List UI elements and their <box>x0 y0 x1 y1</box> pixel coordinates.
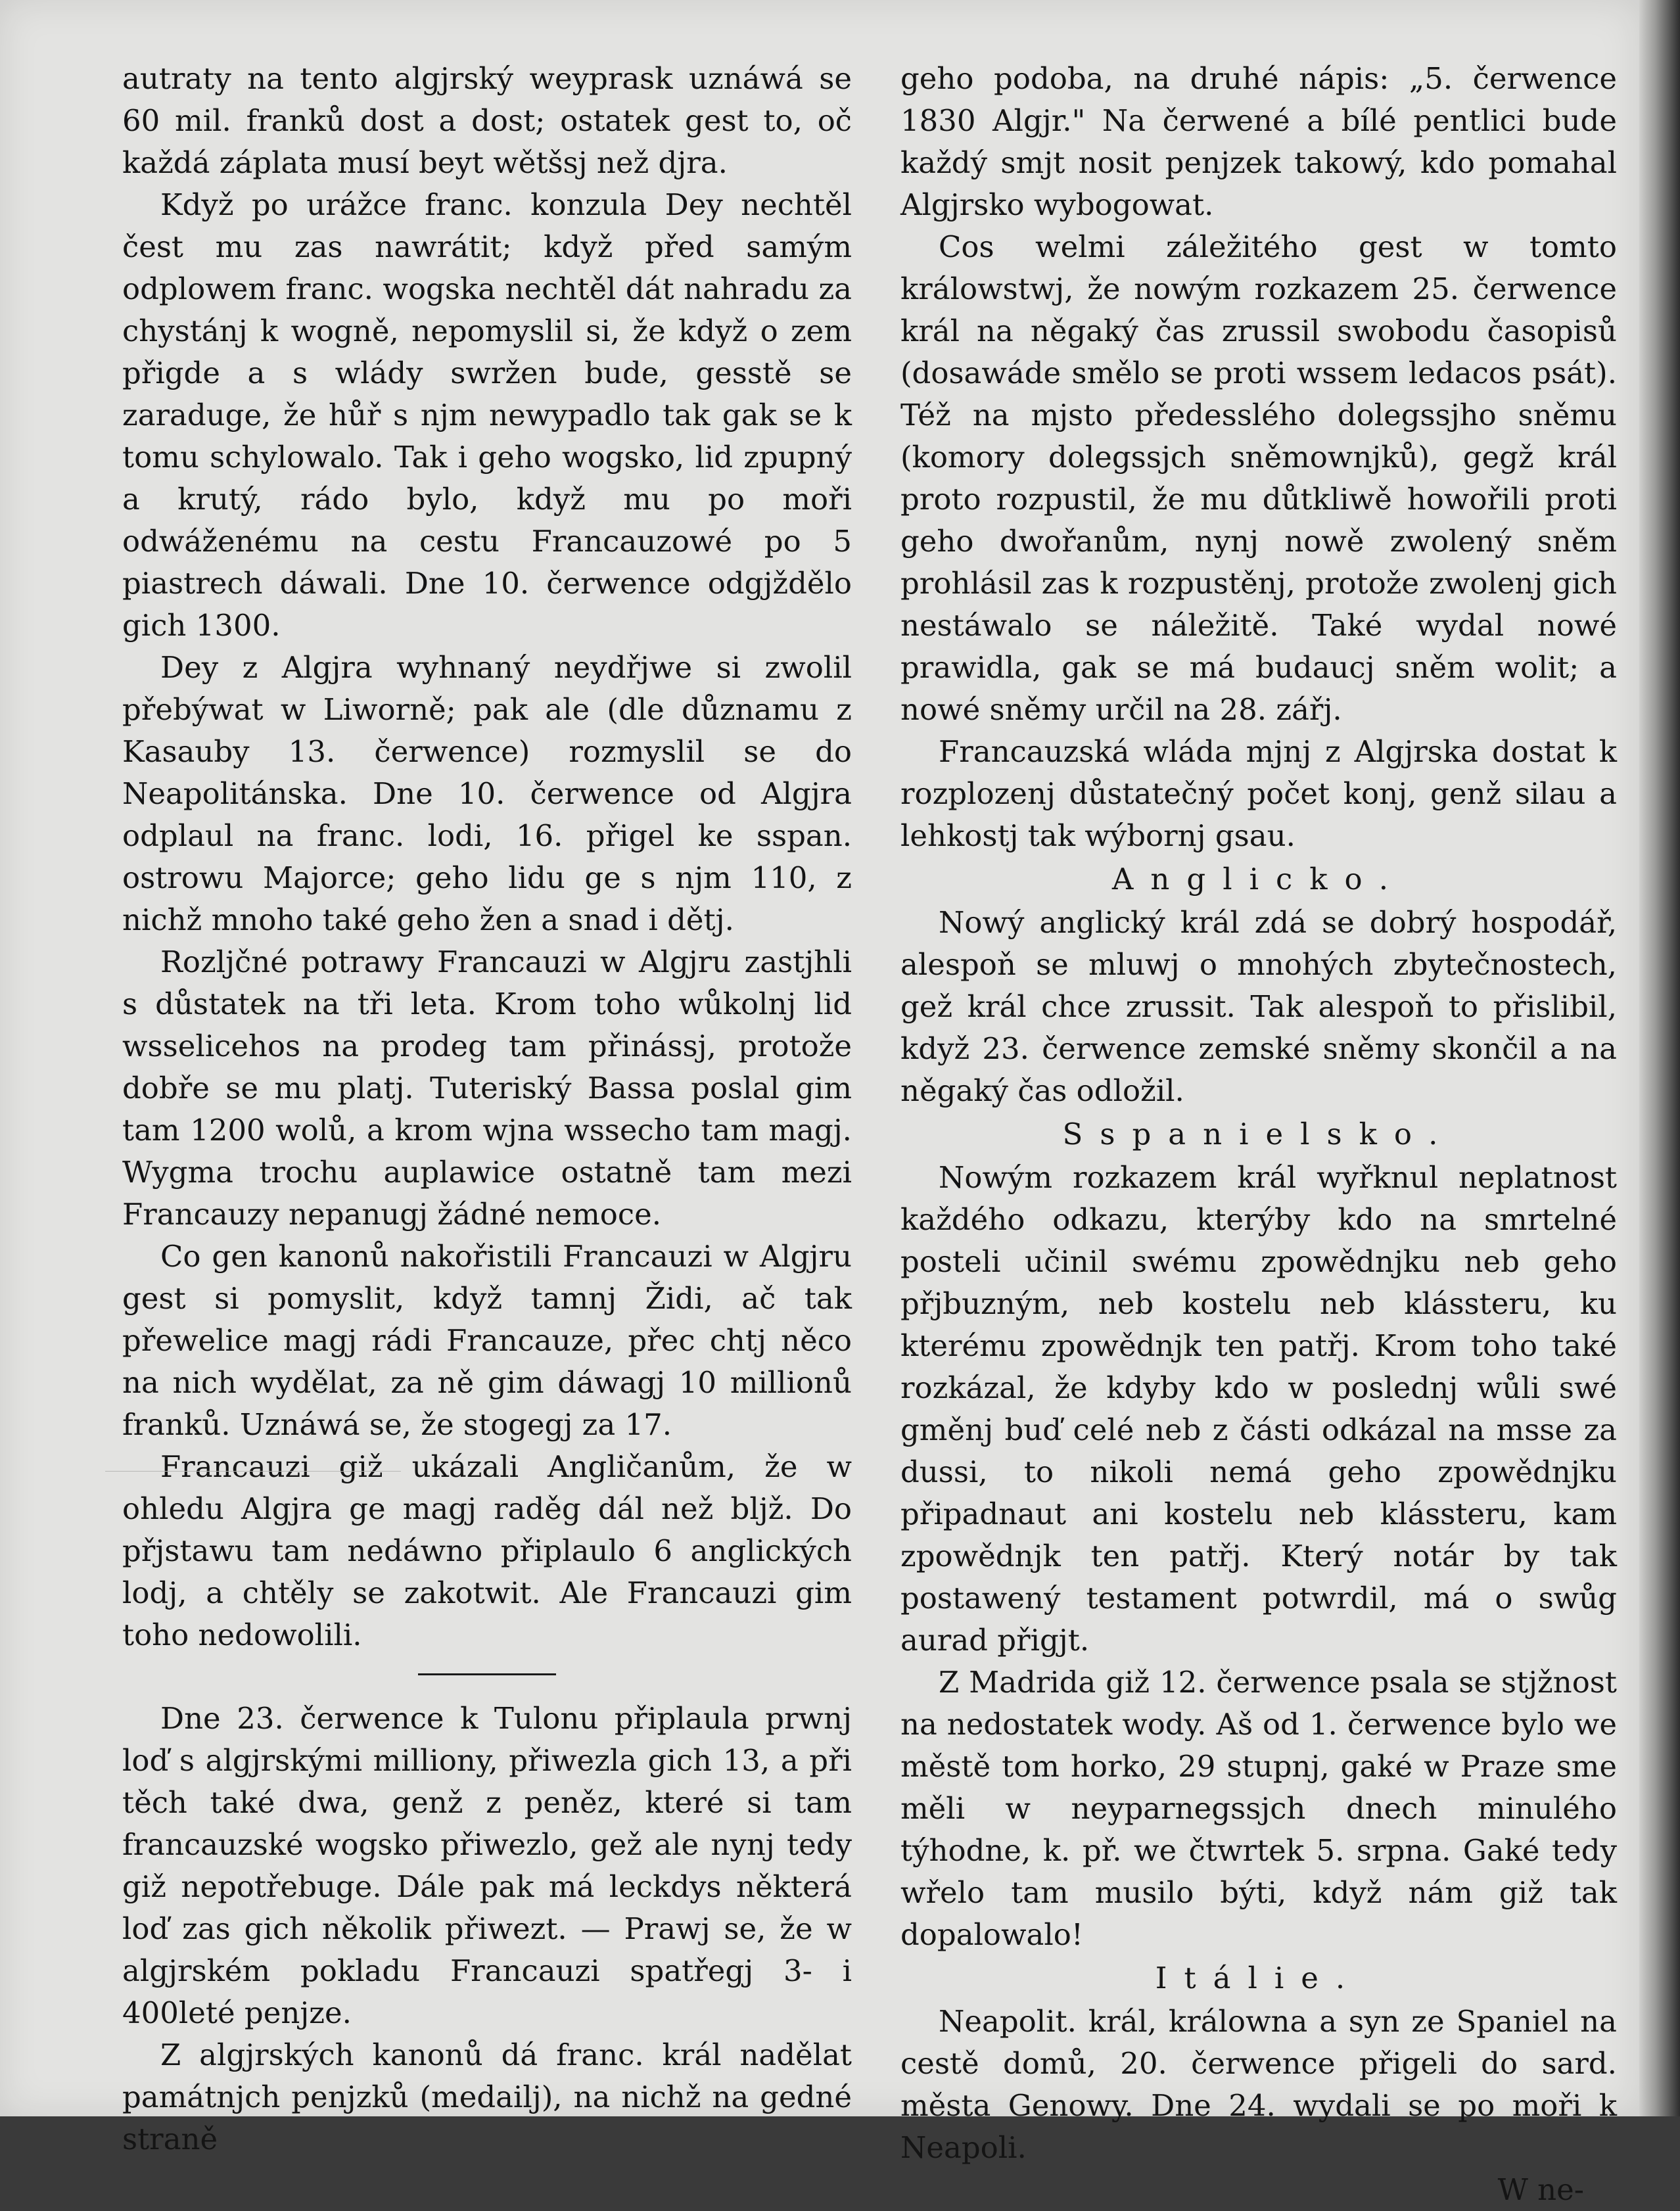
paragraph-dey-exile: Dey z Algjra wyhnaný neydřjwe si zwolil přebýwat w Liworně; pak ale (dle důznamu z Kasauby 13. čerwence) rozmyslil se do Neapolitánska. Dne 10. čerwence od Algjra odplaul na franc. lodi, 16. přigel ke sspan. ostrowu Majorce; geho lidu ge s njm 110, z nichž mnoho také geho žen a snad i dětj. <box>122 650 852 937</box>
catchword: W ne- <box>1497 2172 1584 2207</box>
heading-spanielsko: Sspanielsko. <box>1062 1117 1455 1152</box>
paragraph-provisions: Rozljčné potrawy Francauzi w Algjru zastjhli s důstatek na tři leta. Krom toho wůkolnj lid wsselicehos na prodeg tam přinássj, protože dobře se mu platj. Tuteriský Bassa poslal gim tam 1200 wolů, a krom wjna wssecho tam magj. Wygma trochu auplawice ostatně tam mezi Francauzy nepanugj žádné nemoce. <box>122 944 852 1232</box>
paragraph-spanish-decree: Nowým rozkazem král wyřknul neplatnost každého odkazu, kterýby kdo na smrtelné posteli učinil swému zpowědnjku neb geho přjbuzným, neb kostelu neb klássteru, ku kterému zpowědnjk ten patřj. Krom toho také rozkázal, že kdyby kdo w poslednj wůli swé gměnj buď celé neb z části odkázal na msse za dussi, to nikoli nemá geho zpowědnjku připadnaut ani kostelu neb klássteru, kam zpowědnjk ten patřj. Který notár by tak postawený testament potwrdil, má o swůg aurad přigjt. <box>900 1160 1617 1658</box>
paragraph-medal-inscription: geho podoba, na druhé nápis: „5. čerwence 1830 Algjr." Na čerwené a bílé pentlici bude každý smjt nosit penjzek takowý, kdo pomahal Algjrsko wybogowat. <box>900 61 1617 222</box>
paragraph-neapolitan-king: Neapolit. král, králowna a syn ze Spaniel na cestě domů, 20. čerwence přigeli do sard. města Genowy. Dne 24. wydali se po moři k Neapoli. <box>900 2004 1617 2165</box>
section-divider <box>418 1673 556 1675</box>
heading-anglicko: Anglicko. <box>1111 862 1406 896</box>
paragraph-horses: Francauzská wláda mjnj z Algjrska dostat k rozplozenj důstatečný počet konj, genž silau a lehkostj tak wýbornj gsau. <box>900 734 1617 853</box>
paragraph-press-freedom: Cos welmi záležitého gest w tomto králowstwj, že nowým rozkazem 25. čerwence král na něgaký čas zrussil swobodu časopisů (dosawáde smělo se proti wssem ledacos psát). Též na mjsto předesslého dolegssjho sněmu (komory dolegssjch sněmownjků), gegž král proto rozpustil, že mu důtkliwě howořili proti geho dwořanům, nynj nowě zwolený sněm prohlásil zas k rozpustěnj, protože zwolenj gich nestáwalo se náležitě. Také wydal nowé prawidla, gak se má budaucj sněm wolit; a nowé sněmy určil na 28. zářj. <box>900 229 1617 727</box>
paragraph-cannons: Co gen kanonů nakořistili Francauzi w Algjru gest si pomyslit, když tamnj Židi, ač tak přewelice magj rádi Francauze, přec chtj něco na nich wydělat, za ně gim dáwagj 10 millionů franků. Uznáwá se, že stogegj za 17. <box>122 1239 852 1442</box>
paragraph-toulon-millions: Dne 23. čerwence k Tulonu připlaula prwnj loď s algjrskými milliony, přiwezla gich 13, a při těch také dwa, genž z peněz, které si tam francauzské wogsko přiwezlo, gež ale nynj tedy giž nepotřebuge. Dále pak má leckdys některá loď zas gich několik přiwezt. — Prawj se, že w algjrském pokladu Francauzi spatřegj 3- i 400leté penjze. <box>122 1701 852 2030</box>
paragraph-medals: Z algjrských kanonů dá franc. král nadělat památnjch penjzků (medailj), na nichž na gedné straně <box>122 2037 852 2156</box>
heading-italie: Itálie. <box>1155 1961 1363 1995</box>
faint-line <box>105 1471 401 1472</box>
paragraph-english-ships: Francauzi giž ukázali Angličanům, že w ohledu Algjra ge magj raděg dál než bljž. Do přjstawu tam nedáwno připlaulo 6 anglických lodj, a chtěly se zakotwit. Ale Francauzi gim toho nedowolili. <box>122 1449 852 1652</box>
page-edge-shadow <box>1639 0 1680 2116</box>
paragraph-english-king: Nowý anglický král zdá se dobrý hospodář, alespoň se mluwj o mnohých zbytečnostech, gež král chce zrussit. Tak alespoň to přislibil, když 23. čerwence zemské sněmy skončil a na něgaký čas odložil. <box>900 905 1617 1108</box>
paragraph-algiers-tribute: autraty na tento algjrský weyprask uznáwá se 60 mil. franků dost a dost; ostatek gest to, oč každá záplata musí beyt wětšsj než djra. <box>122 61 852 180</box>
left-column <box>122 58 852 2160</box>
paragraph-dey-consul: Když po urážce franc. konzula Dey nechtěl čest mu zas nawrátit; když před samým odplowem franc. wogska nechtěl dát nahradu za chystánj k wogně, nepomyslil si, že když o zem přigde a s wlády swržen bude, gesstě se zaraduge, že hůř s njm newypadlo tak gak se k tomu schylowalo. Tak i geho wogsko, lid zpupný a krutý, rádo bylo, když mu po moři odwáženému na cestu Francauzowé po 5 piastrech dáwali. Dne 10. čerwence odgjždělo gich 1300. <box>122 187 852 643</box>
paragraph-madrid-heat: Z Madrida giž 12. čerwence psala se stjžnost na nedostatek wody. Aš od 1. čerwence bylo we městě tom horko, 29 stupnj, gaké w Praze sme měli w neyparnegssjch dnech minulého týhodne, k. př. we čtwrtek 5. srpna. Gaké tedy wřelo tam musilo býti, když nám giž tak dopalowalo! <box>900 1665 1617 1952</box>
right-column <box>900 58 1617 2211</box>
